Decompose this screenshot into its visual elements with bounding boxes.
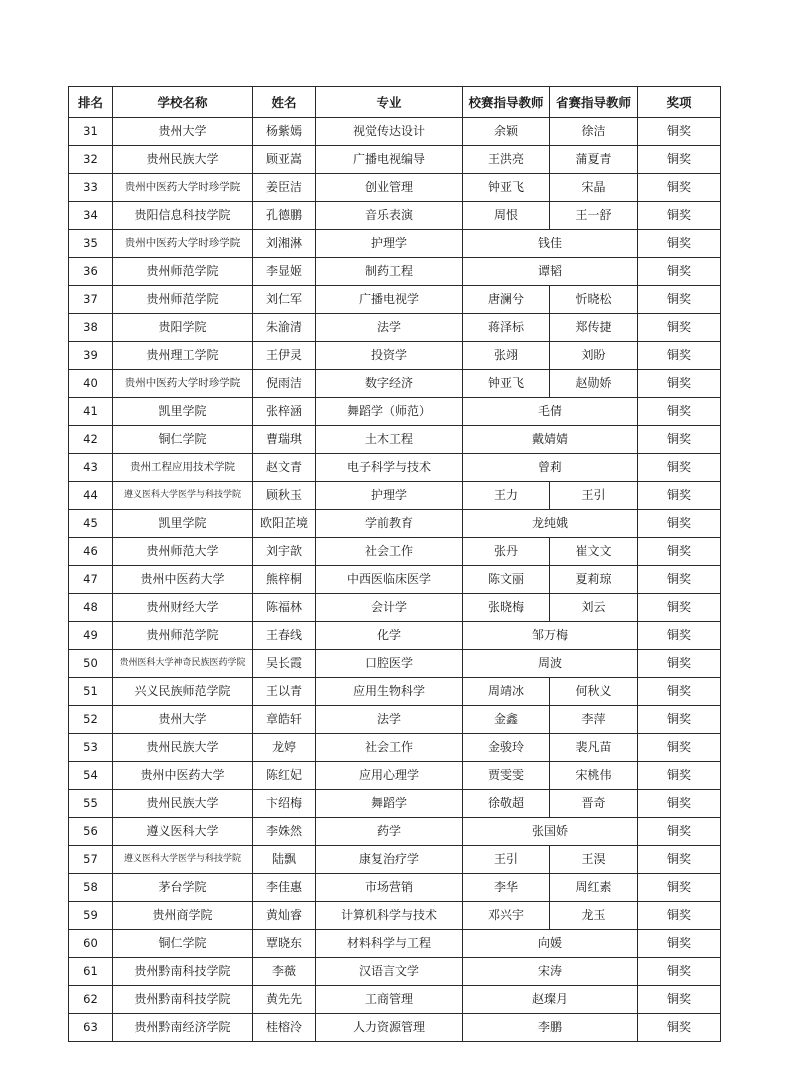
school-instructor-cell: 钟亚飞: [463, 174, 550, 202]
instructor-merged-cell: 谭韬: [463, 258, 638, 286]
school-name-cell: 贵阳信息科技学院: [113, 202, 253, 230]
rank-cell: 45: [69, 510, 113, 538]
rank-cell: 46: [69, 538, 113, 566]
rank-cell: 53: [69, 734, 113, 762]
province-instructor-cell: 王淏: [550, 846, 638, 874]
student-name-cell: 刘湘淋: [253, 230, 316, 258]
major-cell: 学前教育: [316, 510, 463, 538]
table-row: [69, 342, 721, 370]
rank-cell: 31: [69, 118, 113, 146]
school-name-cell: 遵义医科大学: [113, 818, 253, 846]
instructor-merged-cell: 曾莉: [463, 454, 638, 482]
major-cell: 视觉传达设计: [316, 118, 463, 146]
major-cell: 化学: [316, 622, 463, 650]
province-instructor-cell: 忻晓松: [550, 286, 638, 314]
rank-cell: 54: [69, 762, 113, 790]
student-name-cell: 欧阳芷境: [253, 510, 316, 538]
award-cell: 铜奖: [638, 426, 721, 454]
school-name-cell: 贵阳学院: [113, 314, 253, 342]
rank-cell: 48: [69, 594, 113, 622]
student-name-cell: 杨紫嫣: [253, 118, 316, 146]
province-instructor-cell: 宋桃伟: [550, 762, 638, 790]
student-name-cell: 章皓轩: [253, 706, 316, 734]
award-cell: 铜奖: [638, 958, 721, 986]
student-name-cell: 李姝然: [253, 818, 316, 846]
award-cell: 铜奖: [638, 790, 721, 818]
award-cell: 铜奖: [638, 902, 721, 930]
table-row: [69, 146, 721, 174]
award-cell: 铜奖: [638, 286, 721, 314]
school-name-cell: 贵州民族大学: [113, 146, 253, 174]
award-cell: 铜奖: [638, 146, 721, 174]
instructor-merged-cell: 龙纯娥: [463, 510, 638, 538]
rank-cell: 57: [69, 846, 113, 874]
province-instructor-cell: 崔文文: [550, 538, 638, 566]
school-name-cell: 凯里学院: [113, 398, 253, 426]
student-name-cell: 黄灿睿: [253, 902, 316, 930]
major-cell: 广播电视编导: [316, 146, 463, 174]
major-cell: 投资学: [316, 342, 463, 370]
award-cell: 铜奖: [638, 706, 721, 734]
school-instructor-cell: 蒋泽标: [463, 314, 550, 342]
rank-cell: 33: [69, 174, 113, 202]
school-name-cell: 贵州理工学院: [113, 342, 253, 370]
major-cell: 电子科学与技术: [316, 454, 463, 482]
rank-cell: 49: [69, 622, 113, 650]
table-row: [69, 370, 721, 398]
major-cell: 人力资源管理: [316, 1014, 463, 1042]
student-name-cell: 王伊灵: [253, 342, 316, 370]
province-instructor-cell: 郑传捷: [550, 314, 638, 342]
table-row: [69, 594, 721, 622]
table-row: [69, 398, 721, 426]
award-cell: 铜奖: [638, 734, 721, 762]
student-name-cell: 李佳惠: [253, 874, 316, 902]
student-name-cell: 顾秋玉: [253, 482, 316, 510]
award-cell: 铜奖: [638, 678, 721, 706]
table-row: [69, 202, 721, 230]
rank-cell: 55: [69, 790, 113, 818]
award-cell: 铜奖: [638, 846, 721, 874]
school-instructor-cell: 李华: [463, 874, 550, 902]
province-instructor-cell: 刘盼: [550, 342, 638, 370]
student-name-cell: 孔德鹏: [253, 202, 316, 230]
rank-cell: 35: [69, 230, 113, 258]
school-name-cell: 贵州中医药大学时珍学院: [113, 230, 253, 258]
province-instructor-cell: 王一舒: [550, 202, 638, 230]
student-name-cell: 桂榕泠: [253, 1014, 316, 1042]
student-name-cell: 李薇: [253, 958, 316, 986]
major-cell: 舞蹈学（师范）: [316, 398, 463, 426]
award-cell: 铜奖: [638, 650, 721, 678]
school-instructor-cell: 王力: [463, 482, 550, 510]
table-row: [69, 482, 721, 510]
rank-cell: 42: [69, 426, 113, 454]
rank-cell: 56: [69, 818, 113, 846]
province-instructor-cell: 蒲夏青: [550, 146, 638, 174]
instructor-merged-cell: 李鹏: [463, 1014, 638, 1042]
award-cell: 铜奖: [638, 118, 721, 146]
student-name-cell: 刘仁军: [253, 286, 316, 314]
rank-cell: 63: [69, 1014, 113, 1042]
rank-cell: 59: [69, 902, 113, 930]
header-school-teacher: 校赛指导教师: [463, 87, 550, 118]
award-table-page: [68, 86, 720, 1042]
award-cell: 铜奖: [638, 986, 721, 1014]
award-table: [68, 86, 721, 1042]
school-name-cell: 贵州师范学院: [113, 622, 253, 650]
student-name-cell: 姜臣洁: [253, 174, 316, 202]
school-name-cell: 贵州工程应用技术学院: [113, 454, 253, 482]
province-instructor-cell: 宋晶: [550, 174, 638, 202]
school-instructor-cell: 陈文丽: [463, 566, 550, 594]
student-name-cell: 陆飘: [253, 846, 316, 874]
student-name-cell: 卞绍梅: [253, 790, 316, 818]
school-instructor-cell: 张丹: [463, 538, 550, 566]
rank-cell: 32: [69, 146, 113, 174]
award-cell: 铜奖: [638, 454, 721, 482]
rank-cell: 61: [69, 958, 113, 986]
school-instructor-cell: 金鑫: [463, 706, 550, 734]
student-name-cell: 黄先先: [253, 986, 316, 1014]
header-province-teacher: 省赛指导教师: [550, 87, 638, 118]
table-row: [69, 790, 721, 818]
header-award: 奖项: [638, 87, 721, 118]
rank-cell: 60: [69, 930, 113, 958]
major-cell: 土木工程: [316, 426, 463, 454]
instructor-merged-cell: 周波: [463, 650, 638, 678]
table-row: [69, 538, 721, 566]
school-name-cell: 贵州中医药大学: [113, 566, 253, 594]
province-instructor-cell: 龙玉: [550, 902, 638, 930]
school-instructor-cell: 邓兴宇: [463, 902, 550, 930]
header-major: 专业: [316, 87, 463, 118]
student-name-cell: 刘宇歆: [253, 538, 316, 566]
table-row: [69, 846, 721, 874]
table-row: [69, 734, 721, 762]
table-row: [69, 762, 721, 790]
table-row: [69, 174, 721, 202]
award-cell: 铜奖: [638, 202, 721, 230]
province-instructor-cell: 王引: [550, 482, 638, 510]
instructor-merged-cell: 戴婧婧: [463, 426, 638, 454]
table-row: [69, 706, 721, 734]
header-name: 姓名: [253, 87, 316, 118]
student-name-cell: 顾亚嵩: [253, 146, 316, 174]
rank-cell: 44: [69, 482, 113, 510]
major-cell: 护理学: [316, 482, 463, 510]
header-school: 学校名称: [113, 87, 253, 118]
table-row: [69, 230, 721, 258]
major-cell: 汉语言文学: [316, 958, 463, 986]
table-row: [69, 118, 721, 146]
student-name-cell: 熊梓桐: [253, 566, 316, 594]
school-name-cell: 贵州黔南科技学院: [113, 958, 253, 986]
school-instructor-cell: 王洪亮: [463, 146, 550, 174]
table-row: [69, 986, 721, 1014]
table-row: [69, 678, 721, 706]
instructor-merged-cell: 宋涛: [463, 958, 638, 986]
award-cell: 铜奖: [638, 762, 721, 790]
student-name-cell: 张梓涵: [253, 398, 316, 426]
award-cell: 铜奖: [638, 230, 721, 258]
award-cell: 铜奖: [638, 174, 721, 202]
award-cell: 铜奖: [638, 818, 721, 846]
school-instructor-cell: 钟亚飞: [463, 370, 550, 398]
rank-cell: 37: [69, 286, 113, 314]
award-cell: 铜奖: [638, 622, 721, 650]
instructor-merged-cell: 邹万梅: [463, 622, 638, 650]
school-name-cell: 遵义医科大学医学与科技学院: [113, 482, 253, 510]
instructor-merged-cell: 钱佳: [463, 230, 638, 258]
award-cell: 铜奖: [638, 510, 721, 538]
rank-cell: 51: [69, 678, 113, 706]
school-name-cell: 贵州中医药大学: [113, 762, 253, 790]
province-instructor-cell: 李萍: [550, 706, 638, 734]
school-instructor-cell: 周恨: [463, 202, 550, 230]
school-name-cell: 贵州师范学院: [113, 286, 253, 314]
school-instructor-cell: 张晓梅: [463, 594, 550, 622]
school-instructor-cell: 王引: [463, 846, 550, 874]
major-cell: 中西医临床医学: [316, 566, 463, 594]
rank-cell: 41: [69, 398, 113, 426]
school-name-cell: 贵州黔南科技学院: [113, 986, 253, 1014]
school-name-cell: 贵州师范大学: [113, 538, 253, 566]
school-name-cell: 贵州黔南经济学院: [113, 1014, 253, 1042]
school-instructor-cell: 徐敬超: [463, 790, 550, 818]
major-cell: 法学: [316, 314, 463, 342]
major-cell: 社会工作: [316, 734, 463, 762]
school-name-cell: 铜仁学院: [113, 426, 253, 454]
rank-cell: 43: [69, 454, 113, 482]
province-instructor-cell: 何秋义: [550, 678, 638, 706]
table-row: [69, 286, 721, 314]
award-cell: 铜奖: [638, 314, 721, 342]
instructor-merged-cell: 张国娇: [463, 818, 638, 846]
award-cell: 铜奖: [638, 594, 721, 622]
school-name-cell: 遵义医科大学医学与科技学院: [113, 846, 253, 874]
student-name-cell: 朱渝清: [253, 314, 316, 342]
school-instructor-cell: 贾雯雯: [463, 762, 550, 790]
school-name-cell: 凯里学院: [113, 510, 253, 538]
school-name-cell: 贵州大学: [113, 118, 253, 146]
rank-cell: 58: [69, 874, 113, 902]
table-row: [69, 874, 721, 902]
major-cell: 数字经济: [316, 370, 463, 398]
major-cell: 康复治疗学: [316, 846, 463, 874]
major-cell: 法学: [316, 706, 463, 734]
school-name-cell: 贵州财经大学: [113, 594, 253, 622]
school-name-cell: 贵州中医药大学时珍学院: [113, 174, 253, 202]
student-name-cell: 李显姬: [253, 258, 316, 286]
province-instructor-cell: 周红素: [550, 874, 638, 902]
rank-cell: 40: [69, 370, 113, 398]
table-row: [69, 314, 721, 342]
award-cell: 铜奖: [638, 342, 721, 370]
table-row: [69, 818, 721, 846]
province-instructor-cell: 夏莉琼: [550, 566, 638, 594]
table-row: [69, 566, 721, 594]
major-cell: 口腔医学: [316, 650, 463, 678]
school-instructor-cell: 金骏玲: [463, 734, 550, 762]
major-cell: 护理学: [316, 230, 463, 258]
major-cell: 工商管理: [316, 986, 463, 1014]
school-name-cell: 贵州商学院: [113, 902, 253, 930]
award-cell: 铜奖: [638, 258, 721, 286]
major-cell: 计算机科学与技术: [316, 902, 463, 930]
major-cell: 广播电视学: [316, 286, 463, 314]
major-cell: 社会工作: [316, 538, 463, 566]
major-cell: 创业管理: [316, 174, 463, 202]
table-row: [69, 902, 721, 930]
award-cell: 铜奖: [638, 1014, 721, 1042]
award-cell: 铜奖: [638, 538, 721, 566]
table-row: [69, 426, 721, 454]
instructor-merged-cell: 毛倩: [463, 398, 638, 426]
school-name-cell: 茅台学院: [113, 874, 253, 902]
table-row: [69, 650, 721, 678]
student-name-cell: 王以青: [253, 678, 316, 706]
rank-cell: 47: [69, 566, 113, 594]
rank-cell: 50: [69, 650, 113, 678]
student-name-cell: 覃晓东: [253, 930, 316, 958]
rank-cell: 39: [69, 342, 113, 370]
major-cell: 应用心理学: [316, 762, 463, 790]
major-cell: 市场营销: [316, 874, 463, 902]
award-cell: 铜奖: [638, 482, 721, 510]
major-cell: 材料科学与工程: [316, 930, 463, 958]
rank-cell: 34: [69, 202, 113, 230]
student-name-cell: 倪雨洁: [253, 370, 316, 398]
major-cell: 音乐表演: [316, 202, 463, 230]
student-name-cell: 陈福林: [253, 594, 316, 622]
student-name-cell: 王春线: [253, 622, 316, 650]
student-name-cell: 陈红妃: [253, 762, 316, 790]
major-cell: 药学: [316, 818, 463, 846]
school-instructor-cell: 周靖冰: [463, 678, 550, 706]
province-instructor-cell: 赵勋娇: [550, 370, 638, 398]
school-instructor-cell: 张翊: [463, 342, 550, 370]
award-cell: 铜奖: [638, 566, 721, 594]
student-name-cell: 赵文青: [253, 454, 316, 482]
table-row: [69, 622, 721, 650]
header-rank: 排名: [69, 87, 113, 118]
school-name-cell: 贵州医科大学神奇民族医药学院: [113, 650, 253, 678]
school-name-cell: 贵州大学: [113, 706, 253, 734]
table-row: [69, 454, 721, 482]
major-cell: 会计学: [316, 594, 463, 622]
major-cell: 舞蹈学: [316, 790, 463, 818]
school-instructor-cell: 余颖: [463, 118, 550, 146]
rank-cell: 38: [69, 314, 113, 342]
school-name-cell: 贵州师范学院: [113, 258, 253, 286]
rank-cell: 36: [69, 258, 113, 286]
table-row: [69, 958, 721, 986]
major-cell: 应用生物科学: [316, 678, 463, 706]
major-cell: 制药工程: [316, 258, 463, 286]
school-name-cell: 贵州民族大学: [113, 734, 253, 762]
province-instructor-cell: 裴凡苗: [550, 734, 638, 762]
rank-cell: 52: [69, 706, 113, 734]
award-cell: 铜奖: [638, 930, 721, 958]
province-instructor-cell: 刘云: [550, 594, 638, 622]
instructor-merged-cell: 赵璨月: [463, 986, 638, 1014]
rank-cell: 62: [69, 986, 113, 1014]
province-instructor-cell: 晋奇: [550, 790, 638, 818]
table-row: [69, 930, 721, 958]
student-name-cell: 龙婷: [253, 734, 316, 762]
award-cell: 铜奖: [638, 398, 721, 426]
school-name-cell: 兴义民族师范学院: [113, 678, 253, 706]
student-name-cell: 曹瑞琪: [253, 426, 316, 454]
table-row: [69, 258, 721, 286]
table-row: [69, 510, 721, 538]
school-name-cell: 铜仁学院: [113, 930, 253, 958]
award-cell: 铜奖: [638, 370, 721, 398]
table-body: [69, 118, 721, 1042]
instructor-merged-cell: 向媛: [463, 930, 638, 958]
student-name-cell: 吴长霞: [253, 650, 316, 678]
table-row: [69, 1014, 721, 1042]
school-instructor-cell: 唐澜兮: [463, 286, 550, 314]
school-name-cell: 贵州民族大学: [113, 790, 253, 818]
table-header-row: [69, 87, 721, 118]
award-cell: 铜奖: [638, 874, 721, 902]
province-instructor-cell: 徐洁: [550, 118, 638, 146]
school-name-cell: 贵州中医药大学时珍学院: [113, 370, 253, 398]
